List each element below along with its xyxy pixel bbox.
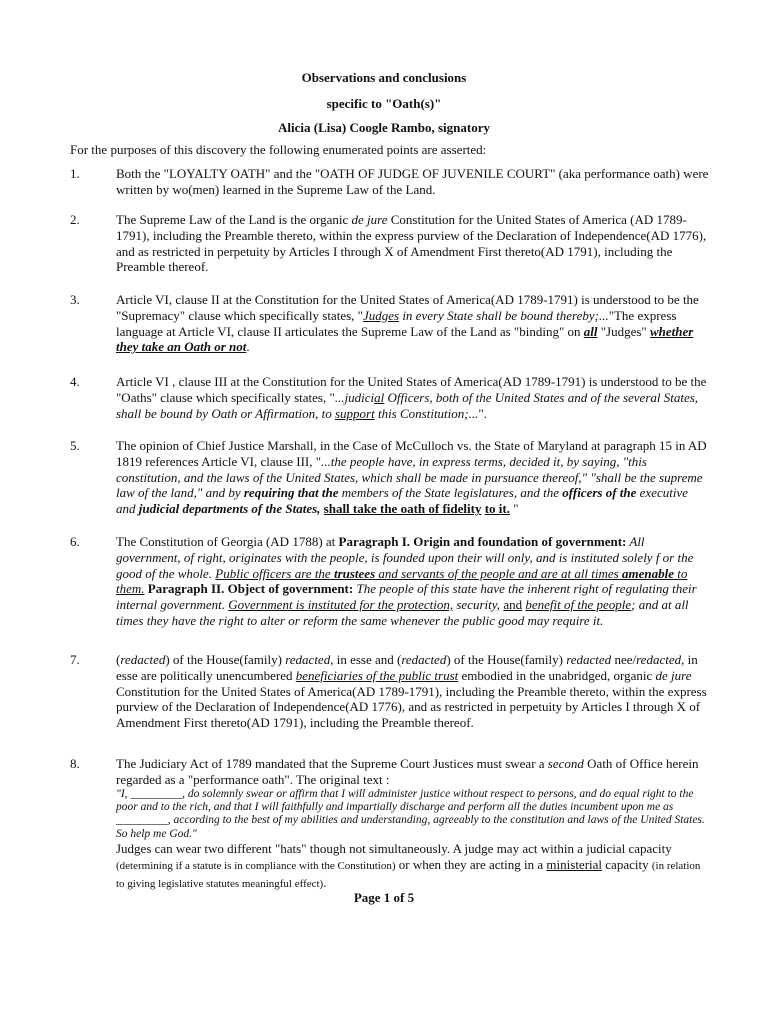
oath-quote: "I, _________, do solemnly swear or affirm that I will administer justice without respect to persons, and do equal right to the poor and to the rich, and that I will faithfully and impartially discharge and perform all the duties incumbent upon me as _________, according to the best of my abilities and understanding, agreeably to the constitution and laws of the United States. So help me God." [116, 787, 705, 840]
point-number: 8. [70, 756, 80, 771]
point-text: The Judiciary Act of 1789 mandated that the Supreme Court Justices must swear a second Oath of Office herein regarded as a "performance oath". The original text : "I, _________, do solemnly swear or affirm that I will administer justice without respect to persons, and do equal right to the poor and to the rich, and that I will faithfully and impartially discharge and perform all the duties incumbent upon me as _________, according to the best of my abilities and understanding, agreeably to the constitution and laws of the United States. So help me God." Judges can wear two different "hats" though not simultaneously. A judge may act within a judicial capacity (determining if a statute is in compliance with the Constitution) or when they are acting in a ministerial capacity (in relation to giving legislative statutes meaningful effect). [116, 756, 710, 893]
intro-paragraph: For the purposes of this discovery the following enumerated points are asserted: [70, 142, 487, 157]
point-number: 3. [70, 292, 80, 307]
point-text: Article VI, clause II at the Constitution for the United States of America(AD 1789-1791) is understood to be the "Supremacy" clause which specifically states, "Judges in every State shall be bound thereby;..."The express language at Article VI, clause II articulates the Supreme Law of the Land as "binding" on all "Judges" whether they take an Oath or not. [116, 292, 699, 355]
point-number: 6. [70, 534, 80, 549]
point-number: 5. [70, 438, 80, 453]
document-signatory: Alicia (Lisa) Coogle Rambo, signatory [278, 120, 490, 135]
point-text: The Constitution of Georgia (AD 1788) at Paragraph I. Origin and foundation of government: All government, of right, originates with the people, is founded upon their will only, and is instituted solely f or the good of the whole. Public officers are the trustees and servants of the people and are at all times amenable to them. Paragraph II. Object of government: The people of this state have the inherent right of regulating their internal government. Government is instituted for the protection, security, and benefit of the people; and at all times they have the right to alter or reform the same whenever the public good may require it. [116, 534, 697, 628]
point-text: Article VI , clause III at the Constitution for the United States of America(AD 1789-1791) is understood to be the "Oaths" clause which specifically states, "...judicial Officers, both of the United States and of the several States, shall be bound by Oath or Affirmation, to support this Constitution;...". [116, 374, 707, 421]
point-text: The Supreme Law of the Land is the organic de jure Constitution for the United States of America (AD 1789-1791), including the Preamble thereto, within the express purview of the Declaration of Independence(AD 1776), and as restricted in perpetuity by Articles I through X of Amendment First thereto(AD 1791), including the Preamble thereof. [116, 212, 707, 275]
document-title: Observations and conclusions [301, 70, 467, 85]
point-text: Both the "LOYALTY OATH" and the "OATH OF JUDGE OF JUVENILE COURT" (aka performance oath) were written by wo(men) learned in the Supreme Law of the Land. [116, 166, 709, 197]
page-number: Page 1 of 5 [353, 890, 415, 905]
point-text: (redacted) of the House(family) redacted, in esse and (redacted) of the House(family) redacted nee/redacted, in esse are politically unencumbered beneficiaries of the public trust embodied in the unabridged, organic de jure Constitution for the United States of America(AD 1789-1791), including the Preamble thereto, within the express purview of the Declaration of Independence(AD 1776), and as restricted in perpetuity by Articles I through X of Amendment First thereto(AD 1791), including the Preamble thereof. [116, 652, 707, 731]
point-text: The opinion of Chief Justice Marshall, in the Case of McCulloch vs. the State of Maryland at paragraph 15 in AD 1819 references Article VI, clause III, "...the people have, in express terms, decided it, by saying, "this constitution, and the laws of the United States, which shall be made in pursuance thereof," "shall be the supreme law of the land," and by requiring that the members of the State legislatures, and the officers of the executive and judicial departments of the States, shall take the oath of fidelity to it. " [116, 438, 707, 517]
point-number: 1. [70, 166, 80, 181]
document-subtitle: specific to "Oath(s)" [326, 96, 442, 111]
point-number: 4. [70, 374, 80, 389]
point-number: 7. [70, 652, 80, 667]
point-number: 2. [70, 212, 80, 227]
